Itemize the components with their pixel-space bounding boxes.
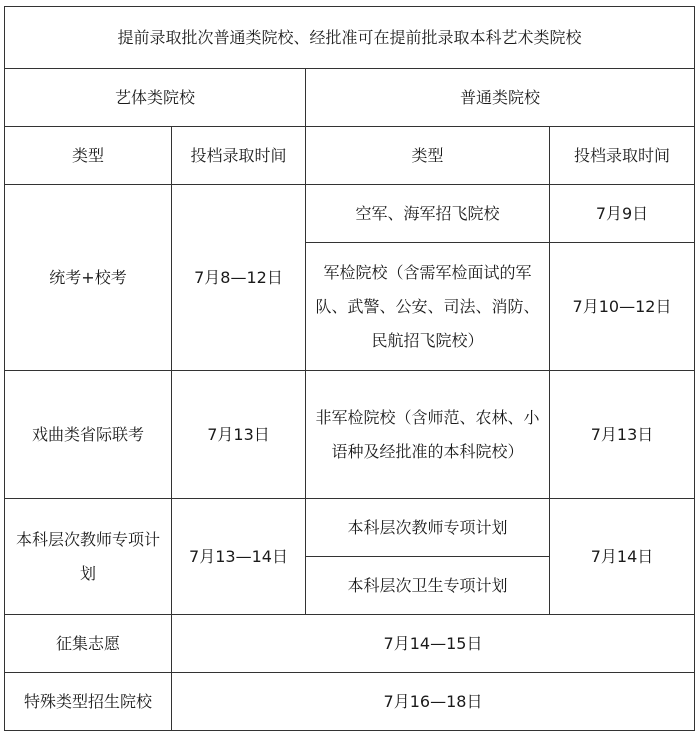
general-type-cell: 军检院校（含需军检面试的军队、武警、公安、司法、消防、民航招飞院校） [306,243,550,371]
general-time-cell: 7月13日 [550,371,695,499]
column-header-type: 类型 [5,127,172,185]
group-header-general: 普通类院校 [306,69,695,127]
general-type-cell: 非军检院校（含师范、农林、小语种及经批准的本科院校） [306,371,550,499]
art-time-cell: 7月13—14日 [172,499,306,615]
general-time-cell: 7月14日 [550,499,695,615]
column-header-time: 投档录取时间 [172,127,306,185]
art-time-cell: 7月13日 [172,371,306,499]
admission-schedule-table [4,6,695,731]
general-type-cell: 本科层次教师专项计划 [306,499,550,557]
row-time-cell: 7月14—15日 [172,615,695,673]
column-header-type-general: 类型 [306,127,550,185]
art-time-cell: 7月8—12日 [172,185,306,371]
art-type-cell: 本科层次教师专项计划 [5,499,172,615]
table-title: 提前录取批次普通类院校、经批准可在提前批录取本科艺术类院校 [5,7,695,69]
column-header-time-general: 投档录取时间 [550,127,695,185]
general-type-cell: 本科层次卫生专项计划 [306,557,550,615]
row-label-cell: 特殊类型招生院校 [5,673,172,731]
art-type-cell: 统考+校考 [5,185,172,371]
general-type-cell: 空军、海军招飞院校 [306,185,550,243]
general-time-cell: 7月9日 [550,185,695,243]
row-label-cell: 征集志愿 [5,615,172,673]
row-time-cell: 7月16—18日 [172,673,695,731]
group-header-art-sport: 艺体类院校 [5,69,306,127]
general-time-cell: 7月10—12日 [550,243,695,371]
art-type-cell: 戏曲类省际联考 [5,371,172,499]
